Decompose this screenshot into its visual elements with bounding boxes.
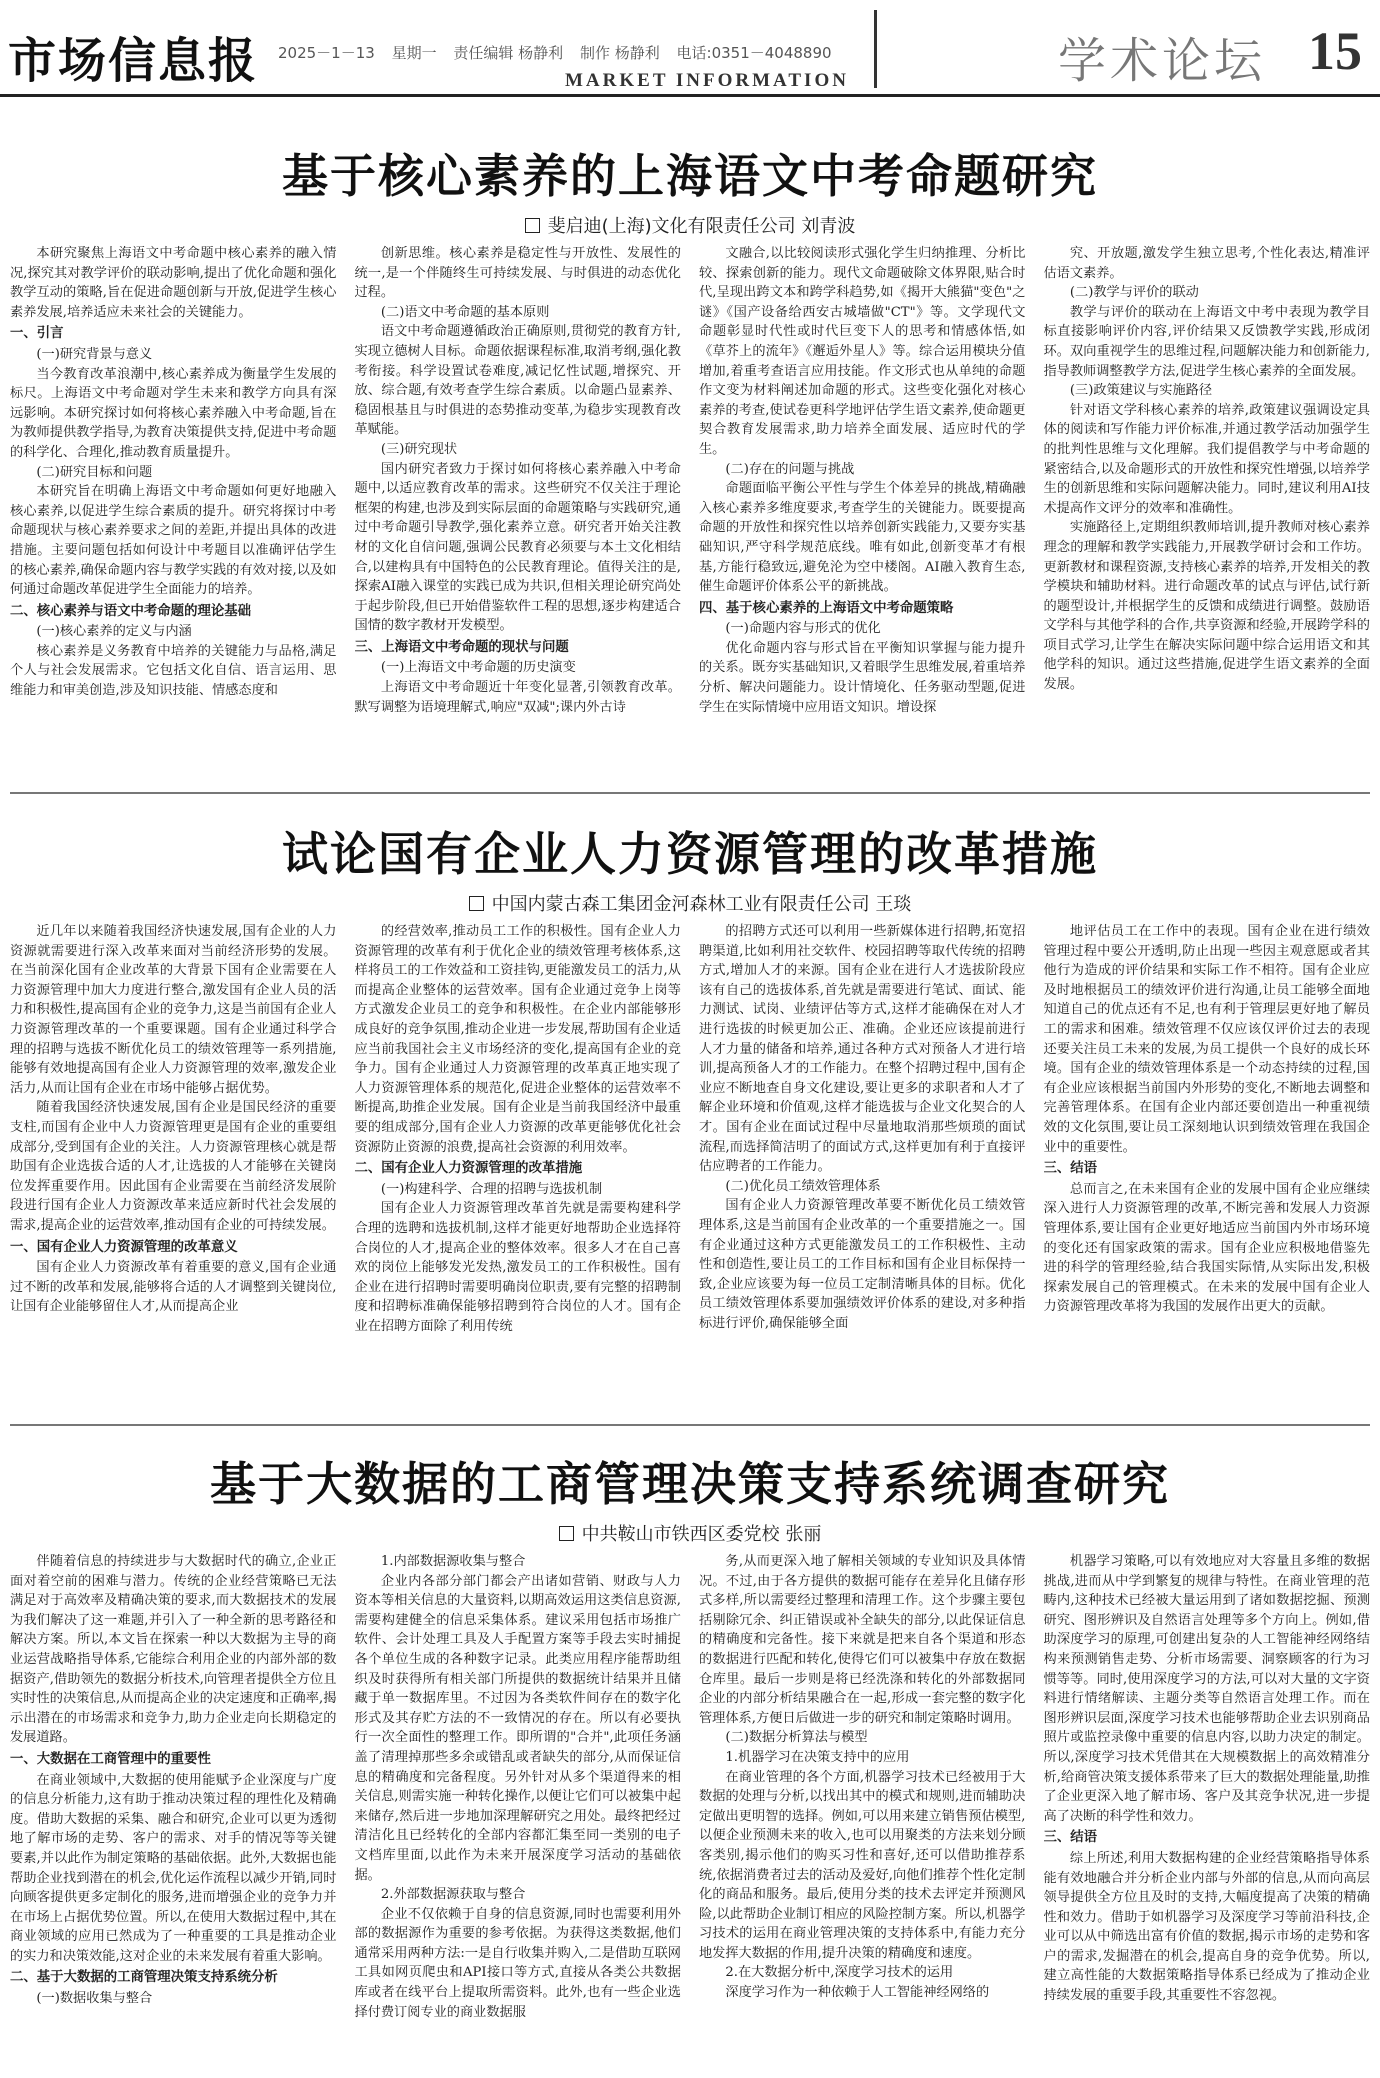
paragraph: 核心素养是义务教育中培养的关键能力与品格,满足个人与社会发展需求。它包括文化自信、语言运用、思维能力和审美创造,涉及知识技能、情感态度和 (10, 643, 337, 699)
paragraph: 1.机器学习在决策支持中的应用 (725, 1749, 910, 1765)
subsection-heading: (一)上海语文中考命题的历史演变 (380, 660, 576, 676)
paragraph: 创新思维。核心素养是稳定性与开放性、发展性的统一,是一个伴随终生可持续发展、与时俱进的动态优化过程。 (354, 246, 681, 301)
subsection-heading: (一)构建科学、合理的招聘与选拔机制 (380, 1181, 603, 1197)
paragraph: 国有企业人力资源改革有着重要的意义,国有企业通过不断的改革和发展,能够将合适的人才调整到关键岗位,让国有企业能够留住人才,从而提高企业 (10, 1260, 337, 1315)
issue-date: 2025－1－13 (278, 44, 375, 62)
article-divider (10, 792, 1370, 794)
paragraph: 企业不仅依赖于自身的信息资源,同时也需要利用外部的数据源作为重要的参考依据。为获得这类数据,他们通常采用两种方法:一是自行收集并购入,二是借助互联网工具如网页爬虫和API接口等方式,直接从各类公共数据库或者在线平台上提取所需资料。此外,也有一些企业选择付费订阅专业的商业数据服 (354, 1906, 681, 2020)
subsection-heading: (二)教学与评价的联动 (1069, 285, 1199, 301)
article-title: 基于核心素养的上海语文中考命题研究 (282, 149, 1098, 203)
section-heading: 二、国有企业人力资源管理的改革措施 (354, 1161, 583, 1177)
paragraph: 国有企业人力资源管理改革要不断优化员工绩效管理体系,这是当前国有企业改革的一个重要措施之一。国有企业通过这种方式更能激发员工的工作积极性、主动性和创造性,要让员工的工作目标和国有企业目标保持一致,企业应该要为每一位员工定制清晰具体的目标。优化员工绩效管理体系要加强绩效评价体系的建设,对多种指标进行评价,确保能够全面 (699, 1198, 1026, 1331)
paragraph: 文融合,以比较阅读形式强化学生归纳推理、分析比较、探索创新的能力。现代文命题破除文体界限,贴合时代,呈现出跨文本和跨学科趋势,如《揭开大熊猫"变色"之谜》《国产设备给西安古城墙做"CT"》等。文学现代文命题彰显时代性或时代巨变下人的思考和情感体悟,如《草芥上的流年》《邂逅外星人》等。综合运用模块分值增加,着重考查语言应用技能。作文形式也从单纯的命题作文变为材料阐述加命题的形式。这些变化强化对核心素养的考查,使试卷更科学地评估学生语文素养,使命题更契合教育发展需求,助力培养全面发展、适应时代的学生。 (699, 246, 1026, 457)
paragraph: 在商业领域中,大数据的使用能赋予企业深度与广度的信息分析能力,这有助于推动决策过程的理性化及精确度。借助大数据的采集、融合和研究,企业可以更为透彻地了解市场的走势、客户的需求、对手的情况等等关键要素,并以此作为制定策略的基础依据。此外,大数据也能帮助企业找到潜在的机会,优化运作流程以减少开销,同时向顾客提供更多定制化的服务,进而增强企业的竞争力并在市场上占据优势位置。所以,在使用大数据过程中,其在商业领域的应用已然成为了一种重要的工具是推动企业的实力和决策效能,这对企业的未来发展有着重大影响。 (10, 1772, 337, 1964)
subsection-heading: (三)政策建议与实施路径 (1069, 383, 1213, 399)
paragraph: 究、开放题,激发学生独立思考,个性化表达,精准评估语文素养。 (1043, 246, 1370, 281)
paragraph: 地评估员工在工作中的表现。国有企业在进行绩效管理过程中要公开透明,防止出现一些因主观意愿或者其他行为造成的评价结果和实际工作不相符。国有企业应及时地根据员工的绩效评价进行沟通,让员工能够全面地知道自己的优点还有不足,也有利于管理层更好地了解员工的需求和困难。绩效管理不仅应该仅评价过去的表现还要关注员工未来的发展,为员工提供一个良好的成长环境。国有企业的绩效管理体系是一个动态持续的过程,国有企业应该根据当前国内外形势的变化,不断地去调整和完善管理体系。在国有企业内部还要创造出一种重视绩效的文化氛围,要让员工深刻地认识到绩效管理在我国企业中的重要性。 (1043, 924, 1370, 1155)
paragraph: 近几年以来随着我国经济快速发展,国有企业的人力资源就需要进行深入改革来面对当前经济形势的发展。在当前深化国有企业改革的大背景下国有企业需要在人力资源管理中加大力度进行整合,激发国有企业人员的活力和积极性,提高国有企业的竞争力,这是当前国有企业人力资源管理改革的一个重要课题。国有企业通过科学合理的招聘与选拔不断优化员工的绩效管理等一系列措施,能够有效地提高国有企业人力资源管理的效率,激发企业活力,从而让国有企业在市场中能够占据优势。 (10, 924, 337, 1096)
newspaper-brand: 市场信息报 (8, 33, 259, 89)
paragraph: 2.外部数据源获取与整合 (380, 1887, 526, 1903)
paragraph: 的招聘方式还可以利用一些新媒体进行招聘,拓宽招聘渠道,比如利用社交软件、校园招聘等取代传统的招聘方式,增加人才的来源。国有企业在进行人才选拔阶段应该有自己的选拔体系,首先就是需要进行笔试、面试、能力测试、试岗、业绩评估等方式,这样才能确保在对人才进行选拔的时候更加公正、准确。企业还应该提前进行人才力量的储备和培养,通过各种方式对预备人才进行培训,提高预备人才的工作能力。在整个招聘过程中,国有企业应不断地查自身文化建设,要让更多的求职者和人才了解企业环境和价值观,这样才能选拔与企业文化契合的人才。国有企业在面试过程中尽量地取消那些烦琐的面试流程,而选择简洁明了的面试方式,这样更加有利于直接评估应聘者的工作能力。 (699, 924, 1026, 1175)
square-icon (469, 896, 484, 911)
article-column (699, 244, 1026, 784)
subsection-heading: (一)核心素养的定义与内涵 (36, 624, 192, 640)
article-column (699, 1552, 1026, 2068)
subsection-heading: (三)研究现状 (380, 441, 458, 457)
section-name: 学术论坛 (1058, 33, 1267, 89)
paragraph: 针对语文学科核心素养的培养,政策建议强调设定具体的阅读和写作能力评价标准,并通过教学活动加强学生的批判性思维与文化理解。我们提倡教学与中考命题的紧密结合,以及命题形式的开放性和探究性增强,以培养学生的创新思维和实际问题解决能力。同时,建议利用AI技术提高作文评分的效率和准确性。 (1043, 402, 1370, 516)
article-author: 斐启迪(上海)文化有限责任公司 刘青波 (547, 216, 856, 237)
paragraph: 在商业管理的各个方面,机器学习技术已经被用于大数据的处理与分析,以找出其中的模式和规则,进而辅助决定做出更明智的选择。例如,可以用来建立销售预估模型,以便企业预测未来的收入,也可以用聚类的方法来划分顾客类别,揭示他们的购买习性和喜好,还可以借助推荐系统,依据消费者过去的活动及爱好,向他们推荐个性化定制化的商品和服务。最后,使用分类的技术去评定并预测风险,以此帮助企业制订相应的风险控制方案。所以,机器学习技术的运用在商业管理决策的支持体系中,有能力充分地发挥大数据的作用,提升决策的精确度和速度。 (699, 1769, 1026, 1961)
paragraph: 2.在大数据分析中,深度学习技术的运用 (725, 1965, 954, 1981)
subsection-heading: (一)数据收集与整合 (36, 1991, 153, 2007)
article-column (1044, 1552, 1371, 2068)
paragraph: 深度学习作为一种依赖于人工智能神经网络的 (725, 1985, 990, 2001)
masthead-rule (0, 94, 1380, 97)
article-column (10, 244, 337, 784)
section-heading: 三、结语 (1043, 1830, 1098, 1846)
article-byline (0, 1520, 1380, 1546)
paragraph: 命题面临平衡公平性与学生个体差异的挑战,精确融入核心素养多维度要求,考查学生的关键能力。既要提高命题的开放性和探究性以培养创新实践能力,又要夯实基础知识,严守科学规范底线。唯有如此,创新变革才有根基,方能行稳致远,避免沦为空中楼阁。AI融入教育生态,催生命题评价体系公平的新挑战。 (699, 481, 1026, 595)
paragraph: 当今教育改革浪潮中,核心素养成为衡量学生发展的标尺。上海语文中考命题对学生未来和教学方向具有深远影响。本研究探讨如何将核心素养融入中考命题,旨在为教师提供教学指导,为教育决策提供支持,促进中考命题的科学化、合理化,推动教育质量提升。 (10, 366, 337, 460)
newspaper-english-name: MARKET INFORMATION (565, 70, 849, 91)
article-column (10, 922, 337, 1416)
article-columns (10, 922, 1370, 1416)
masthead-divider (874, 10, 877, 88)
paragraph: 的经营效率,推动员工工作的积极性。国有企业人力资源管理的改革有利于优化企业的绩效管理考核体系,这样将员工的工作效益和工资挂钩,更能激发员工的活力,从而提高企业整体的运营效率。国有企业通过竞争上岗等方式激发企业员工的竞争和积极性。在企业内部能够形成良好的竞争氛围,推动企业进一步发展,帮助国有企业适应当前我国社会主义市场经济的变化,提高国有企业的竞争力。国有企业通过人力资源管理的改革真正地实现了人力资源管理体系的规范化,促进企业整体的运营效率不断提高,助推企业发展。国有企业是当前我国经济中最重要的组成部分,国有企业人力资源的改革更能够优化社会资源防止资源的浪费,提高社会资源的利用效率。 (354, 924, 681, 1155)
subsection-heading: (一)研究背景与意义 (36, 346, 153, 362)
page-number: 15 (1308, 21, 1362, 81)
section-heading: 三、上海语文中考命题的现状与问题 (354, 639, 569, 655)
paragraph: 随着我国经济快速发展,国有企业是国民经济的重要支柱,而国有企业中人力资源管理更是国有企业的重要组成部分,受到国有企业的关注。人力资源管理核心就是帮助国有企业选拔合适的人才,让选拔的人才能够在关键岗位发挥重要作用。因此国有企业需要在当前经济发展阶段进行国有企业人力资源改革来适应新时代社会发展的需求,提高企业的运营效率,推动国有企业的可持续发展。 (10, 1100, 337, 1233)
section-heading: 一、国有企业人力资源管理的改革意义 (10, 1239, 238, 1255)
article-column (355, 922, 682, 1416)
paragraph: 优化命题内容与形式旨在平衡知识掌握与能力提升的关系。既夯实基础知识,又着眼学生思维发展,着重培养分析、解决问题能力。设计情境化、任务驱动型题,促进学生在实际情境中应用语文知识。增设探 (699, 640, 1026, 715)
paragraph: 本研究旨在明确上海语文中考命题如何更好地融入核心素养,以促进学生综合素质的提升。研究将探讨中考命题现状与核心素养要求之间的差距,并提出具体的改进措施。主要问题包括如何设计中考题目以准确评估学生的核心素养,确保命题内容与教学实践的有效对接,以及如何通过命题改革促进学生全面能力的培养。 (10, 484, 337, 598)
article-column (10, 1552, 337, 2068)
paragraph: 实施路径上,定期组织教师培训,提升教师对核心素养理念的理解和教学实践能力,开展教学研讨会和工作坊。更新教材和课程资源,支持核心素养的培养,开发相关的教学模块和辅助材料。进行命题改革的试点与评估,试行新的题型设计,并根据学生的反馈和成绩进行调整。鼓励语文学科与其他学科的合作,共享资源和经验,开展跨学科的项目式学习,让学生在解决实际问题中综合运用语文和其他学科的知识。通过这些措施,促进学生语文素养的全面发展。 (1043, 520, 1370, 693)
article-author: 中国内蒙古森工集团金河森林工业有限责任公司 王琰 (491, 894, 912, 915)
square-icon (525, 218, 540, 233)
paragraph: 本研究聚焦上海语文中考命题中核心素养的融入情况,探究其对教学评价的联动影响,提出了优化命题和强化教学互动的策略,旨在促进命题创新与开放,促进学生核心素养发展,培养适应未来社会的关键能力。 (10, 246, 337, 320)
section-heading: 二、基于大数据的工商管理决策支持系统分析 (10, 1970, 278, 1986)
article-column (1044, 922, 1371, 1416)
paragraph: 机器学习策略,可以有效地应对大容量且多维的数据挑战,进而从中学到繁复的规律与特性。在商业管理的范畴内,这种技术已经被大量运用到了诸如数据挖掘、预测研究、图形辨识及自然语言处理等多个方向上。例如,借助深度学习的原理,可创建出复杂的人工智能神经网络结构来预测销售走势、分析市场需要、洞察顾客的行为习惯等等。同时,使用深度学习的方法,可以对大量的文字资料进行情绪解读、主题分类等自然语言处理工作。而在图形辨识层面,深度学习技术也能够帮助企业去识别商品照片或监控录像中重要的信息内容,以助力决定的制定。所以,深度学习技术凭借其在大规模数据上的高效精准分析,给商管决策支援体系带来了巨大的数据处理能量,助推了企业更深入地了解市场、客户及其竞争状况,进一步提高了决断的科学性和效力。 (1043, 1554, 1370, 1824)
issue-phone: 电话:0351－4048890 (676, 44, 832, 62)
subsection-heading: (二)优化员工绩效管理体系 (725, 1178, 881, 1194)
article-title: 基于大数据的工商管理决策支持系统调查研究 (210, 1457, 1170, 1511)
article-columns (10, 1552, 1370, 2068)
article-columns (10, 244, 1370, 784)
issue-producer: 制作 杨静利 (579, 44, 660, 62)
subsection-heading: (二)数据分析算法与模型 (725, 1730, 868, 1746)
section-heading: 三、结语 (1043, 1161, 1098, 1177)
issue-weekday: 星期一 (391, 44, 437, 62)
paragraph: 上海语文中考命题近十年变化显著,引领教育改革。默写调整为语境理解式,响应"双减";课内外古诗 (354, 680, 681, 715)
paragraph: 语文中考命题遵循政治正确原则,贯彻党的教育方针,实现立德树人目标。命题依据课程标准,取消考纲,强化教考衔接。科学设置试卷难度,减记忆性试题,增探究、开放、综合题,有效考查学生综合素质。以命题凸显素养、稳固根基且与时俱进的态势推动变革,为稳步实现教育改革赋能。 (354, 324, 681, 438)
masthead (0, 0, 1380, 98)
paragraph: 伴随着信息的持续进步与大数据时代的确立,企业正面对着空前的困难与潜力。传统的企业经营策略已无法满足对于高效率及精确决策的要求,而大数据技术的发展为我们解决了这一难题,并引入了一种全新的思考路径和解决方案。所以,本文旨在探索一种以大数据为主导的商业运营战略指导体系,它能综合利用企业的内部外部的数据资产,借助领先的数据分析技术,向管理者提供全方位且实时性的决策信息,从而提高企业的决定速度和正确率,揭示出潜在的市场需求和竞争力,助力企业走向长期稳定的发展道路。 (10, 1554, 337, 1746)
issue-meta (278, 42, 844, 63)
paragraph: 教学与评价的联动在上海语文中考中表现为教学目标直接影响评价内容,评价结果又反馈教学实践,形成闭环。双向重视学生的思维过程,问题解决能力和创新能力,指导教师调整教学方法,促进学生核心素养的全面发展。 (1043, 304, 1370, 379)
section-heading: 一、大数据在工商管理中的重要性 (10, 1751, 211, 1767)
article-byline (0, 890, 1380, 916)
subsection-heading: (二)语文中考命题的基本原则 (380, 304, 550, 320)
square-icon (559, 1526, 574, 1541)
issue-editor: 责任编辑 杨静利 (453, 44, 564, 62)
subsection-heading: (一)命题内容与形式的优化 (725, 621, 881, 637)
article-byline (0, 212, 1380, 238)
paragraph: 务,从而更深入地了解相关领域的专业知识及具体情况。不过,由于各方提供的数据可能存在差异化且储存形式多样,所以需要经过整理和清理工作。这个步骤主要包括剔除冗余、纠正错误或补全缺失的部分,以此保证信息的精确度和完备性。接下来就是把来自各个渠道和形态的数据进行匹配和转化,使得它们可以被集中存放在数据仓库里。最后一步则是将已经洗涤和转化的外部数据同企业的内部分析结果融合在一起,形成一套完整的数字化管理体系,方便日后做进一步的研究和制定策略时调用。 (699, 1554, 1026, 1726)
article-title: 试论国有企业人力资源管理的改革措施 (282, 827, 1098, 881)
section-heading: 二、核心素养与语文中考命题的理论基础 (10, 603, 252, 619)
article-column (1044, 244, 1371, 784)
paragraph: 总而言之,在未来国有企业的发展中国有企业应继续深入进行人力资源管理的改革,不断完善和发展人力资源管理体系,要让国有企业更好地适应当前国内外市场环境的变化还有国家政策的需求。国有企业应积极地借鉴先进的科学的管理经验,结合我国实际情,从实际出发,积极探索发展自己的管理模式。在未来的发展中国有企业人力资源管理改革将为我国的发展作出更大的贡献。 (1043, 1181, 1370, 1315)
section-heading: 一、引言 (10, 326, 64, 342)
article-author: 中共鞍山市铁西区委党校 张丽 (581, 1524, 822, 1545)
subsection-heading: (二)存在的问题与挑战 (725, 461, 855, 477)
article-column (699, 922, 1026, 1416)
article-column (355, 1552, 682, 2068)
article-column (355, 244, 682, 784)
paragraph: 综上所述,利用大数据构建的企业经营策略指导体系能有效地融合并分析企业内部与外部的信息,从而向高层领导提供全方位且及时的支持,大幅度提高了决策的精确性和效力。借助于如机器学习及深度学习等前沿科技,企业可以从中筛选出富有价值的数据,揭示市场的走势和客户的需求,发掘潜在的机会,提高自身的竞争优势。所以,建立高性能的大数据策略指导体系已经成为了推动企业持续发展的重要手段,其重要性不容忽视。 (1043, 1850, 1370, 2004)
subsection-heading: (二)研究目标和问题 (36, 464, 153, 480)
section-heading: 四、基于核心素养的上海语文中考命题策略 (699, 600, 954, 616)
article-divider (10, 1424, 1370, 1426)
paragraph: 国有企业人力资源管理改革首先就是需要构建科学合理的选聘和选拔机制,这样才能更好地帮助企业选择符合岗位的人才,提高企业的整体效率。很多人才在自己喜欢的岗位上能够发光发热,激发员工的工作积极性。国有企业在进行招聘时需要明确岗位职责,要有完整的招聘制度和招聘标准确保能够招聘到符合岗位的人才。国有企业在招聘方面除了利用传统 (354, 1201, 681, 1334)
paragraph: 国内研究者致力于探讨如何将核心素养融入中考命题中,以适应教育改革的需求。这些研究不仅关注于理论框架的构建,也涉及到实际层面的命题策略与实践研究,通过中考命题引导教学,强化素养立意。研究者开始关注教材的文化自信问题,强调公民教育必须要与本土文化相结合,以建构具有中国特色的公民教育理论。值得关注的是,探索AI融入课堂的实践已成为共识,但相关理论研究尚处于起步阶段,但已开始借鉴软件工程的思想,逐步构建适合国情的数字教材开发模型。 (354, 461, 681, 634)
paragraph: 1.内部数据源收集与整合 (380, 1554, 526, 1569)
paragraph: 企业内各部分部门都会产出诸如营销、财政与人力资本等相关信息的大量资料,以期高效运用这类信息资源,需要构建健全的信息采集体系。建议采用包括市场推广软件、会计处理工具及人手配置方案等手段去实时捕捉各个单位生成的各种数字记录。此类应用程序能帮助组织及时获得所有相关部门所提供的数据统计结果并且储藏于单一数据库里。不过因为各类软件间存在的数字化形式及其存贮方法的不一致情况的存在。所以有必要执行一次全面性的整理工作。即所谓的"合并",此项任务涵盖了清理掉那些多余或错乱或者缺失的部分,从而保证信息的精确度和完备程度。另外针对从多个渠道得来的相关信息,则需实施一种转化操作,以便让它们可以被集中起来储存,然后进一步地加深理解研究之用处。最终把经过清洁化且已经转化的全部内容都汇集至同一类别的电子文档库里面,以此作为未来开展深度学习活动的基础依据。 (354, 1573, 681, 1883)
